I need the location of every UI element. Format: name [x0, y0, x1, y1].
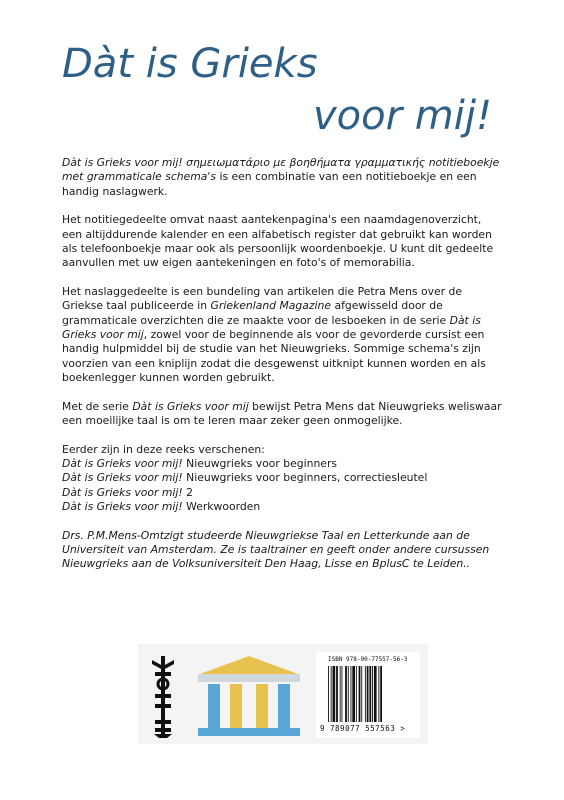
barcode-bar	[340, 666, 341, 722]
reference-text-2: afgewisseld door de grammaticale overzichten die ze maakte voor de lesboeken in de serie	[62, 299, 450, 327]
cover-footer	[138, 644, 428, 744]
series-item	[62, 486, 504, 500]
barcode-bar	[328, 666, 329, 722]
series-item-sub: Nieuwgrieks voor beginners, correctiesleutel	[182, 471, 428, 485]
intro-paragraph	[62, 156, 504, 199]
barcode-bar	[333, 666, 336, 722]
notes-paragraph: Het notitiegedeelte omvat naast aantekenpagina's een naamdagenoverzicht, een altijddurende kalender en een alfabetisch register dat gebruikt kan worden als telefoonboekje maar ook als persoonlijk woordenboekje. U kunt dit gedeelte aanvullen met uw eigen aantekeningen en foto's of memorabilia.	[62, 213, 494, 270]
barcode-bars	[326, 666, 412, 722]
series-item-title: Dàt is Grieks voor mij!	[62, 456, 183, 470]
temple-icon	[194, 654, 304, 738]
barcode-bar	[352, 666, 355, 722]
barcode-bar	[367, 666, 369, 722]
series-title-2: Dàt is Grieks voor mij	[132, 399, 249, 413]
reference-text-1: Het naslaggedeelte is een bundeling van artikelen die Petra Mens over de Griekse taal publiceerde in	[62, 284, 462, 313]
series-item-title: Dàt is Grieks voor mij!	[62, 485, 183, 499]
isbn-label: ISBN 978-90-77557-56-3	[328, 656, 408, 663]
barcode-bar	[345, 666, 347, 722]
ean-number: 9 789077 557563 >	[320, 724, 406, 733]
reference-paragraph	[62, 285, 504, 386]
barcode-bar	[356, 666, 357, 722]
book-title	[0, 38, 564, 142]
magazine-title: Griekenland Magazine	[210, 299, 332, 313]
barcode-bar	[372, 666, 373, 722]
barcode-bar	[342, 666, 343, 722]
series-paragraph	[62, 400, 504, 429]
barcode-bar	[331, 666, 332, 722]
series-item-sub: 2	[182, 485, 194, 499]
series-item	[62, 500, 504, 514]
barcode-bar	[374, 666, 377, 722]
series-item-title: Dàt is Grieks voor mij!	[62, 471, 183, 485]
series-text-2: bewijst Petra Mens dat Nieuwgrieks weliswaar een moeilijke taal is om te leren maar zeker geen onmogelijke.	[62, 399, 502, 428]
series-list	[62, 443, 504, 515]
barcode-bar	[369, 666, 371, 722]
reference-text-3: , zowel voor de beginnende als voor de gevorderde cursist een handig hulpmiddel bij de studie van het Nieuwgrieks. Sommige schema's zijn voorzien van een kniplijn zodat die desgewenst uitknipt kunnen worden en als boekenlegger kunnen worden gebruikt.	[62, 328, 486, 385]
barcode-bar	[351, 666, 352, 722]
author-bio: Drs. P.M.Mens-Omtzigt studeerde Nieuwgriekse Taal en Letterkunde aan de Universiteit van Amsterdam. Ze is taaltrainer en geeft onder andere cursussen Nieuwgrieks aan de Volksuniversiteit Den Haag, Lisse en BplusC te Leiden..	[62, 528, 490, 571]
totem-logo-icon	[150, 656, 176, 738]
intro-subtitle: σημειωματάριο με βοηθήματα γραμματικής notitieboekje met grammaticale schema's	[62, 156, 500, 184]
barcode-bar	[348, 666, 349, 722]
series-item	[62, 471, 504, 485]
series-item-sub: Werkwoorden	[182, 500, 261, 514]
barcode-bar	[378, 666, 379, 722]
series-intro: Eerder zijn in deze reeks verschenen:	[62, 442, 265, 456]
barcode-bar	[359, 666, 361, 722]
book-title-line-1: Dàt is Grieks	[62, 41, 318, 87]
barcode-bar	[380, 666, 382, 722]
series-text-1: Met de serie	[62, 399, 133, 413]
series-item-title: Dàt is Grieks voor mij!	[62, 500, 183, 514]
series-title: Dàt is Grieks voor mij	[62, 313, 481, 342]
barcode	[316, 652, 420, 738]
back-cover-text	[62, 156, 504, 586]
intro-text: is een combinatie van een notitieboekje en een handig naslagwerk.	[62, 170, 477, 198]
book-title-line-2: voor mij!	[312, 93, 492, 139]
intro-title: Dàt is Grieks voor mij!	[62, 156, 183, 169]
barcode-bar	[361, 666, 362, 722]
series-item	[62, 457, 504, 471]
series-item-sub: Nieuwgrieks voor beginners	[182, 456, 338, 470]
barcode-bar	[336, 666, 338, 722]
barcode-bar	[365, 666, 366, 722]
